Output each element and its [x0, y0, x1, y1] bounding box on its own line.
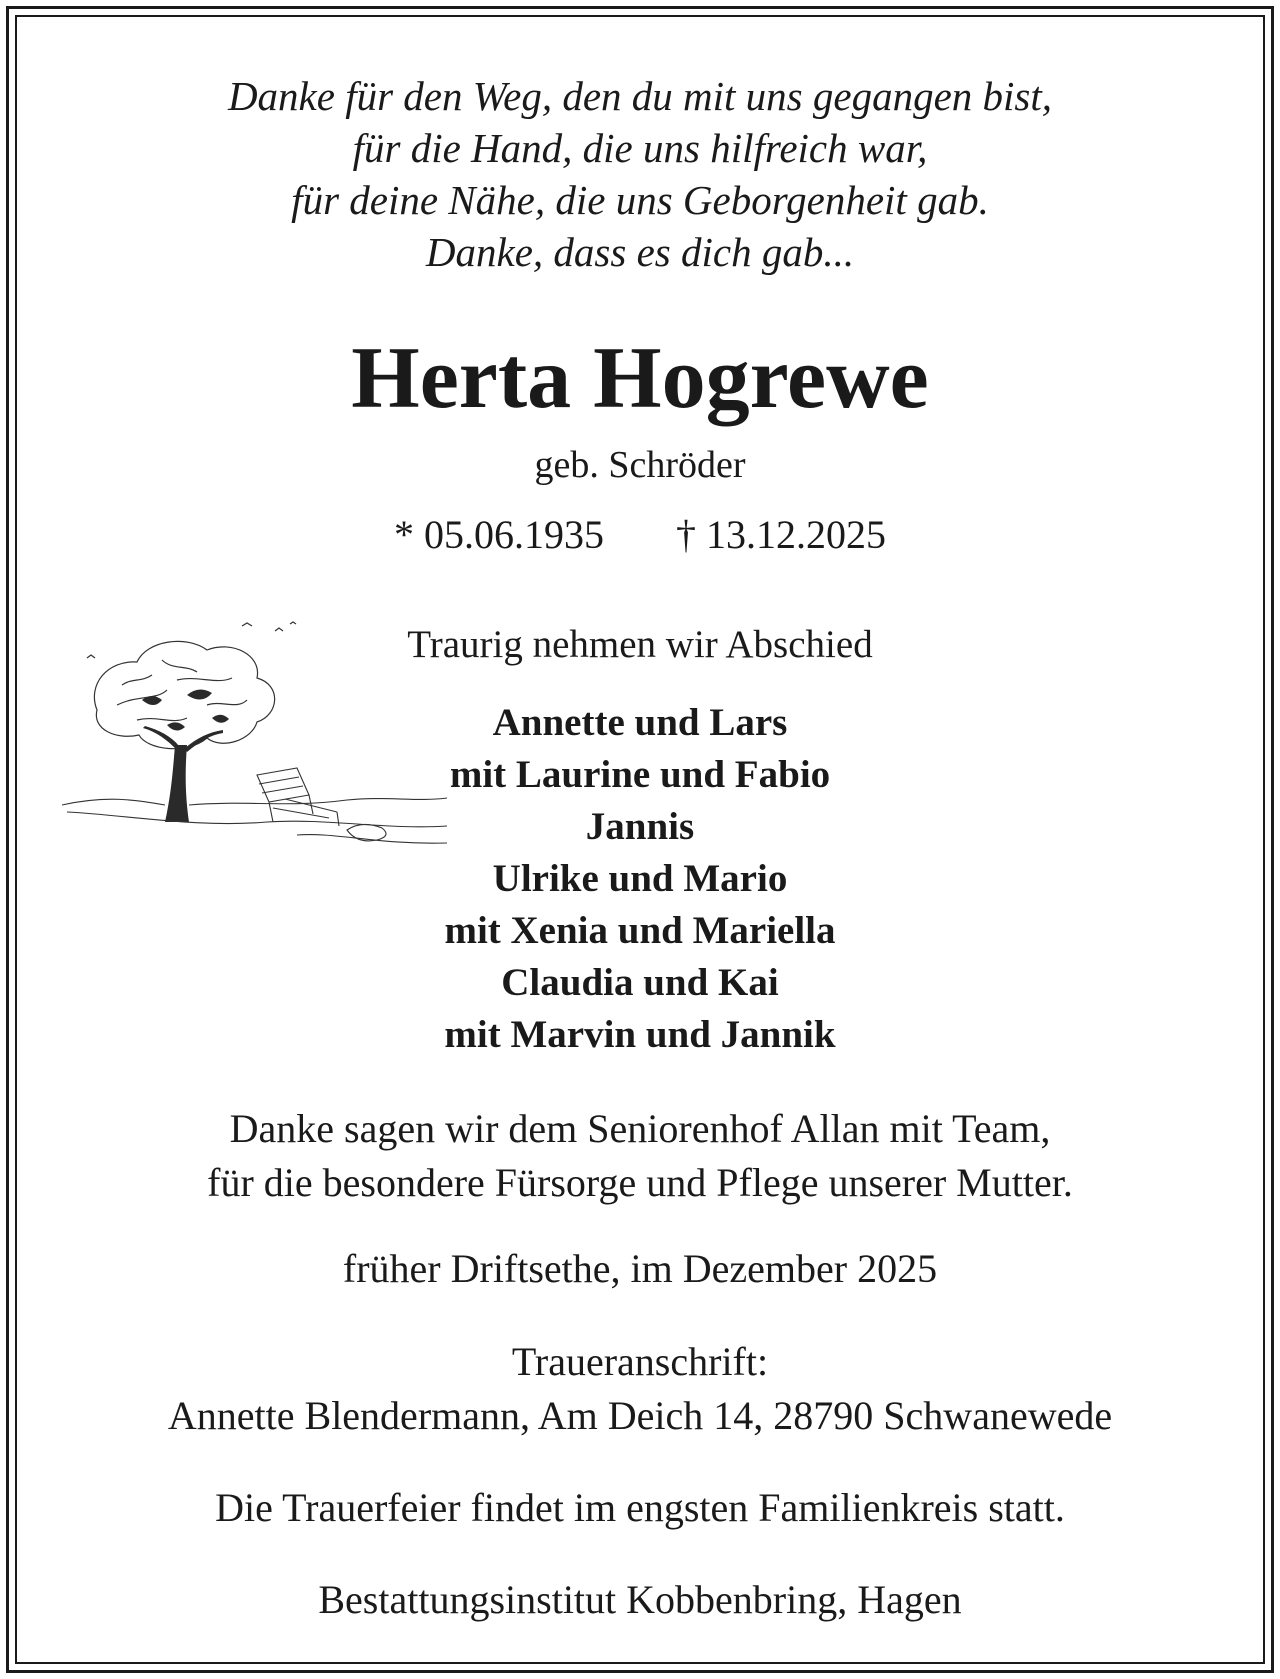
mourner-line-3: Jannis: [585, 805, 695, 848]
mourner-line-6: Claudia und Kai: [501, 961, 779, 1004]
mourner-line-2: mit Laurine und Fabio: [449, 753, 831, 796]
deceased-name: Herta Hogrewe: [351, 330, 929, 427]
mourner-line-4: Ulrike und Mario: [492, 857, 788, 900]
poem-line-2: für die Hand, die uns hilfreich war,: [352, 125, 928, 171]
mourner-line-5: mit Xenia und Mariella: [444, 909, 836, 952]
life-dates: [17, 511, 1263, 559]
thanks-line-2: für die besondere Fürsorge und Pflege unserer Mutter.: [207, 1160, 1073, 1205]
poem-line-1: Danke für den Weg, den du mit uns gegangen bist,: [227, 73, 1053, 119]
thanks-line-1: Danke sagen wir dem Seniorenhof Allan mit Team,: [229, 1106, 1051, 1151]
mourner-line-7: mit Marvin und Jannik: [444, 1013, 836, 1056]
birth-name: geb. Schröder: [534, 444, 746, 486]
ceremony-note: Die Trauerfeier findet im engsten Familienkreis statt.: [215, 1485, 1065, 1530]
death-date: † 13.12.2025: [676, 512, 886, 557]
address-label: Traueranschrift:: [511, 1339, 769, 1384]
funeral-home: Bestattungsinstitut Kobbenbring, Hagen: [318, 1577, 962, 1622]
place-date: früher Driftsethe, im Dezember 2025: [342, 1246, 938, 1291]
obituary-notice: [17, 17, 1263, 1662]
birth-date: * 05.06.1935: [394, 512, 604, 557]
address-text: Annette Blendermann, Am Deich 14, 28790 Schwanewede: [167, 1393, 1113, 1438]
poem-line-3: für deine Nähe, die uns Geborgenheit gab.: [291, 177, 989, 223]
poem-line-4: Danke, dass es dich gab...: [425, 229, 855, 275]
mourner-line-1: Annette und Lars: [492, 701, 788, 744]
farewell-line: Traurig nehmen wir Abschied: [407, 623, 873, 666]
